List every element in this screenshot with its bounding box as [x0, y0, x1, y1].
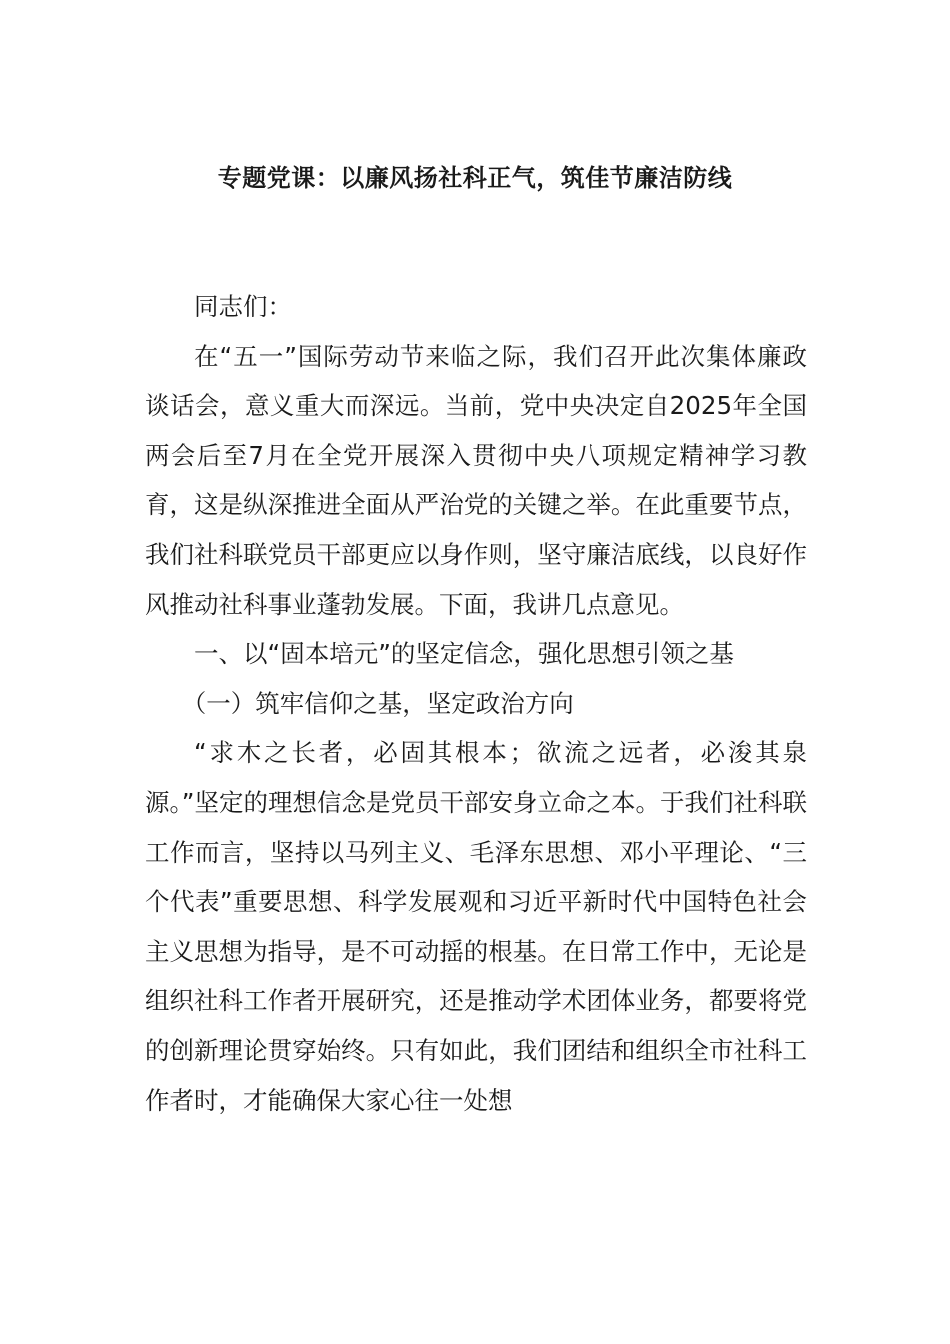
- intro-paragraph: 在“五一”国际劳动节来临之际，我们召开此次集体廉政谈话会，意义重大而深远。当前，党中央决定自2025年全国两会后至7月在全党开展深入贯彻中央八项规定精神学习教育，这是纵深推进全面从严治党的关键之举。在此重要节点，我们社科联党员干部更应以身作则，坚守廉洁底线，以良好作风推动社科事业蓬勃发展。下面，我讲几点意见。: [145, 341, 807, 619]
- salutation-paragraph: 同志们：: [194, 292, 292, 321]
- section-heading-1: 一、以“固本培元”的坚定信念，强化思想引领之基: [194, 639, 734, 669]
- subsection-heading-1: （一）筑牢信仰之基，坚定政治方向: [181, 688, 574, 718]
- body-paragraph: “求木之长者，必固其根本；欲流之远者，必浚其泉源。”坚定的理想信念是党员干部安身立命之本。于我们社科联工作而言，坚持以马列主义、毛泽东思想、邓小平理论、“三个代表”重要思想、科学发展观和习近平新时代中国特色社会主义思想为指导，是不可动摇的根基。在日常工作中，无论是组织社科工作者开展研究，还是推动学术团体业务，都要将党的创新理论贯穿始终。只有如此，我们团结和组织全市社科工作者时，才能确保大家心往一处想: [145, 738, 807, 1115]
- document-body: [145, 282, 807, 1125]
- document-title: 专题党课：以廉风扬社科正气，筑佳节廉洁防线: [217, 164, 733, 192]
